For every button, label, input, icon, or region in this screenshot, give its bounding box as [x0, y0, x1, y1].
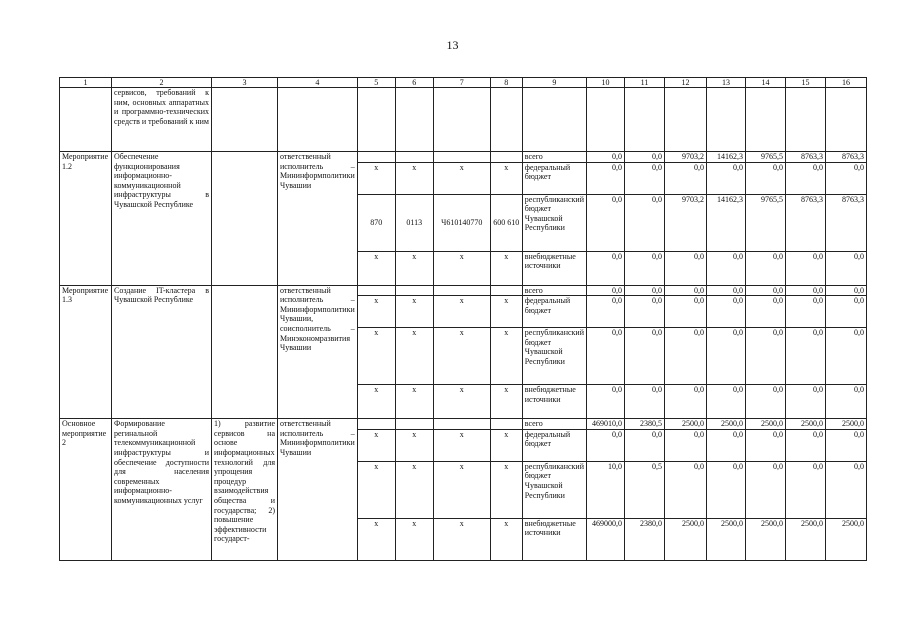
- amount-cell: 0,0: [785, 296, 825, 328]
- header-cell: 12: [664, 78, 706, 88]
- expense-type-code: х: [490, 429, 522, 461]
- amount-cell: 0,0: [664, 251, 706, 285]
- activity-results: [212, 152, 278, 286]
- section-code: х: [395, 296, 433, 328]
- grbs-code: х: [357, 461, 395, 518]
- amount-cell: 2500,0: [785, 419, 825, 430]
- amount-cell: 0,0: [706, 162, 745, 194]
- amount-cell: 2500,0: [706, 419, 745, 430]
- grbs-code: х: [357, 518, 395, 560]
- target-article-code: х: [433, 461, 490, 518]
- amount-cell: 0,0: [624, 194, 664, 251]
- amount-cell: 0,0: [706, 328, 745, 385]
- amount-cell: 2500,0: [664, 419, 706, 430]
- amount-cell: 0,0: [785, 328, 825, 385]
- grbs-code: 870: [357, 194, 395, 251]
- funding-source: внебюджетные источники: [522, 385, 586, 419]
- amount-cell: 0,0: [706, 285, 745, 296]
- funding-source: всего: [522, 152, 586, 163]
- amount-cell: 0,0: [706, 296, 745, 328]
- amount-cell: 0,0: [586, 194, 624, 251]
- header-cell: 14: [745, 78, 785, 88]
- amount-cell: 0,0: [825, 429, 866, 461]
- expense-type-code: х: [490, 328, 522, 385]
- header-cell: 10: [586, 78, 624, 88]
- activity-name: Мероприятие 1.3: [60, 285, 112, 419]
- section-code: х: [395, 162, 433, 194]
- activity-description: Создание IT-кластера в Чувашской Республике: [112, 285, 212, 419]
- funding-source: всего: [522, 419, 586, 430]
- amount-cell: 0,0: [785, 429, 825, 461]
- page-number: 13: [446, 38, 459, 52]
- target-article-code: х: [433, 429, 490, 461]
- header-cell: 9: [522, 78, 586, 88]
- amount-cell: 0,0: [745, 429, 785, 461]
- amount-cell: 0,0: [586, 285, 624, 296]
- amount-cell: 9765,5: [745, 194, 785, 251]
- section-code: х: [395, 518, 433, 560]
- section-code: 0113: [395, 194, 433, 251]
- target-article-code: х: [433, 251, 490, 285]
- grbs-code: х: [357, 328, 395, 385]
- amount-cell: 0,0: [785, 385, 825, 419]
- amount-cell: 469010,0: [586, 419, 624, 430]
- amount-cell: 0,0: [586, 152, 624, 163]
- activity-results: [212, 285, 278, 419]
- amount-cell: 0,0: [624, 152, 664, 163]
- amount-cell: 9765,5: [745, 152, 785, 163]
- amount-cell: 0,5: [624, 461, 664, 518]
- expense-type-code: [490, 419, 522, 430]
- program-table: [59, 77, 867, 561]
- amount-cell: 0,0: [825, 162, 866, 194]
- funding-source: внебюджетные источники: [522, 518, 586, 560]
- expense-type-code: [490, 285, 522, 296]
- amount-cell: 0,0: [624, 296, 664, 328]
- header-cell: 4: [278, 78, 358, 88]
- funding-source: республиканский бюджет Чувашской Республики: [522, 461, 586, 518]
- amount-cell: 14162,3: [706, 152, 745, 163]
- expense-type-code: х: [490, 385, 522, 419]
- grbs-code: х: [357, 296, 395, 328]
- grbs-code: х: [357, 385, 395, 419]
- amount-cell: 9703,2: [664, 194, 706, 251]
- target-article-code: [433, 419, 490, 430]
- header-cell: 15: [785, 78, 825, 88]
- amount-cell: 2500,0: [745, 419, 785, 430]
- amount-cell: 0,0: [624, 162, 664, 194]
- section-code: х: [395, 461, 433, 518]
- grbs-code: [357, 419, 395, 430]
- amount-cell: 8763,3: [785, 194, 825, 251]
- amount-cell: 0,0: [745, 251, 785, 285]
- amount-cell: 0,0: [785, 162, 825, 194]
- continuation-row: [60, 88, 867, 152]
- amount-cell: 0,0: [586, 328, 624, 385]
- amount-cell: 0,0: [825, 296, 866, 328]
- amount-cell: 2500,0: [664, 518, 706, 560]
- funding-source: внебюджетные источники: [522, 251, 586, 285]
- amount-cell: 2500,0: [825, 518, 866, 560]
- target-article-code: [433, 285, 490, 296]
- target-article-code: Ч610140770: [433, 194, 490, 251]
- amount-cell: 0,0: [785, 251, 825, 285]
- amount-cell: 2500,0: [785, 518, 825, 560]
- amount-cell: 0,0: [664, 296, 706, 328]
- amount-cell: 0,0: [664, 461, 706, 518]
- amount-cell: 0,0: [586, 162, 624, 194]
- activity-description: Формирование регинальной телекоммуникационной инфраструктуры и обеспечение доступности для населения современных информационно-коммуникационных услуг: [112, 419, 212, 561]
- amount-cell: 0,0: [706, 429, 745, 461]
- grbs-code: [357, 152, 395, 163]
- header-cell: 5: [357, 78, 395, 88]
- amount-cell: 0,0: [745, 328, 785, 385]
- target-article-code: х: [433, 162, 490, 194]
- amount-cell: 10,0: [586, 461, 624, 518]
- section-code: х: [395, 429, 433, 461]
- header-cell: 2: [112, 78, 212, 88]
- funding-source: республиканский бюджет Чувашской Республики: [522, 194, 586, 251]
- section-code: х: [395, 251, 433, 285]
- amount-cell: 0,0: [624, 328, 664, 385]
- amount-cell: 0,0: [706, 251, 745, 285]
- activity-executor: ответственный исполнитель – Мининформполитики Чувашии: [278, 419, 358, 561]
- amount-cell: 2500,0: [745, 518, 785, 560]
- amount-cell: 2500,0: [825, 419, 866, 430]
- activity-executor: ответственный исполнитель – Мининформполитики Чувашии: [278, 152, 358, 286]
- target-article-code: [433, 152, 490, 163]
- section-code: [395, 285, 433, 296]
- amount-cell: 0,0: [745, 461, 785, 518]
- amount-cell: 0,0: [624, 429, 664, 461]
- amount-cell: 9703,2: [664, 152, 706, 163]
- target-article-code: х: [433, 328, 490, 385]
- header-cell: 13: [706, 78, 745, 88]
- section-code: х: [395, 328, 433, 385]
- funding-source: федеральный бюджет: [522, 296, 586, 328]
- header-cell: 8: [490, 78, 522, 88]
- amount-cell: 0,0: [745, 162, 785, 194]
- header-cell: 1: [60, 78, 112, 88]
- amount-cell: 0,0: [785, 461, 825, 518]
- amount-cell: 0,0: [664, 429, 706, 461]
- grbs-code: х: [357, 162, 395, 194]
- amount-cell: 2380,5: [624, 419, 664, 430]
- header-row: [60, 78, 867, 88]
- grbs-code: х: [357, 429, 395, 461]
- expense-type-code: х: [490, 296, 522, 328]
- expense-type-code: х: [490, 461, 522, 518]
- expense-type-code: [490, 152, 522, 163]
- expense-type-code: х: [490, 251, 522, 285]
- funding-source: федеральный бюджет: [522, 162, 586, 194]
- header-cell: 7: [433, 78, 490, 88]
- amount-cell: 0,0: [745, 296, 785, 328]
- section-code: [395, 419, 433, 430]
- activity-1-3-row: [60, 285, 867, 296]
- amount-cell: 0,0: [825, 251, 866, 285]
- continuation-text: сервисов, требований к ним, основных аппаратных и программно-технических средств и требований к ним: [112, 88, 212, 152]
- target-article-code: х: [433, 296, 490, 328]
- expense-type-code: 600 610: [490, 194, 522, 251]
- main-activity-2-row: [60, 419, 867, 430]
- amount-cell: 0,0: [586, 429, 624, 461]
- amount-cell: 0,0: [785, 285, 825, 296]
- amount-cell: 0,0: [745, 285, 785, 296]
- amount-cell: 0,0: [624, 385, 664, 419]
- amount-cell: 0,0: [664, 285, 706, 296]
- amount-cell: 0,0: [825, 385, 866, 419]
- amount-cell: 0,0: [624, 251, 664, 285]
- section-code: х: [395, 385, 433, 419]
- header-cell: 11: [624, 78, 664, 88]
- amount-cell: 469000,0: [586, 518, 624, 560]
- grbs-code: х: [357, 251, 395, 285]
- amount-cell: 0,0: [624, 285, 664, 296]
- funding-source: республиканский бюджет Чувашской Республики: [522, 328, 586, 385]
- amount-cell: 0,0: [664, 328, 706, 385]
- target-article-code: х: [433, 385, 490, 419]
- target-article-code: х: [433, 518, 490, 560]
- expense-type-code: х: [490, 162, 522, 194]
- amount-cell: 0,0: [825, 285, 866, 296]
- grbs-code: [357, 285, 395, 296]
- amount-cell: 14162,3: [706, 194, 745, 251]
- amount-cell: 0,0: [825, 461, 866, 518]
- activity-executor: ответственный исполнитель – Мининформполитики Чувашии, соисполнитель – Минэкономразвития Чувашии: [278, 285, 358, 419]
- amount-cell: 0,0: [586, 296, 624, 328]
- funding-source: федеральный бюджет: [522, 429, 586, 461]
- amount-cell: 8763,3: [825, 152, 866, 163]
- amount-cell: 0,0: [706, 461, 745, 518]
- amount-cell: 0,0: [664, 162, 706, 194]
- expense-type-code: х: [490, 518, 522, 560]
- activity-results: 1) развитие сервисов на основе информационных технологий для упрощения процедур взаимодействия общества и государства; 2) повышение эффективности государст-: [212, 419, 278, 561]
- funding-source: всего: [522, 285, 586, 296]
- activity-name: Основное мероприятие 2: [60, 419, 112, 561]
- amount-cell: 0,0: [664, 385, 706, 419]
- amount-cell: 0,0: [825, 328, 866, 385]
- amount-cell: 0,0: [706, 385, 745, 419]
- activity-1-2-row: [60, 152, 867, 163]
- amount-cell: 0,0: [586, 385, 624, 419]
- amount-cell: 8763,3: [825, 194, 866, 251]
- header-cell: 6: [395, 78, 433, 88]
- amount-cell: 2500,0: [706, 518, 745, 560]
- amount-cell: 0,0: [586, 251, 624, 285]
- header-cell: 3: [212, 78, 278, 88]
- amount-cell: 2380,0: [624, 518, 664, 560]
- section-code: [395, 152, 433, 163]
- activity-name: Мероприятие 1.2: [60, 152, 112, 286]
- header-cell: 16: [825, 78, 866, 88]
- amount-cell: 0,0: [745, 385, 785, 419]
- amount-cell: 8763,3: [785, 152, 825, 163]
- activity-description: Обеспечение функционирования информационно-коммуникационной инфраструктуры в Чувашской Республике: [112, 152, 212, 286]
